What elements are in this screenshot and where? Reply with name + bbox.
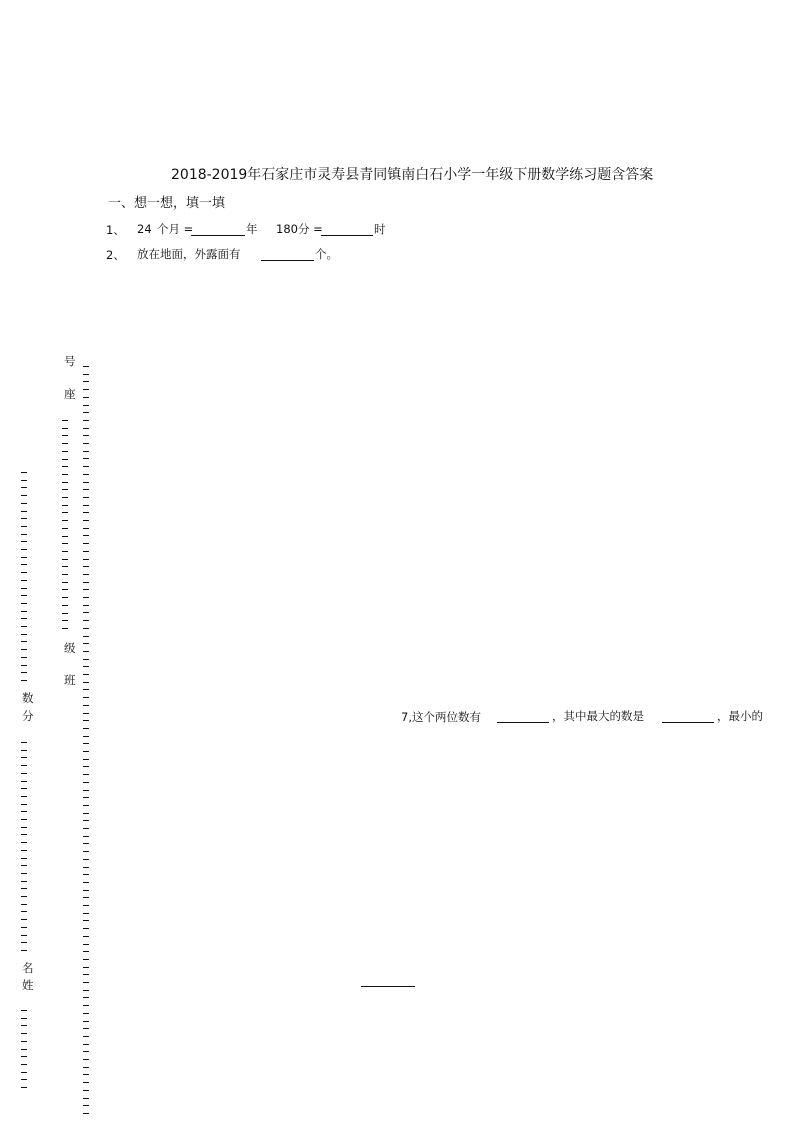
binding-dash bbox=[83, 790, 89, 791]
binding-dash bbox=[21, 572, 27, 573]
binding-dash bbox=[21, 811, 27, 812]
binding-dash bbox=[21, 588, 27, 589]
binding-dash bbox=[83, 766, 89, 767]
binding-dash bbox=[83, 443, 89, 444]
binding-dash bbox=[83, 636, 89, 637]
binding-dash bbox=[21, 765, 27, 766]
binding-dash bbox=[83, 689, 89, 690]
binding-dash bbox=[21, 665, 27, 666]
binding-dash bbox=[62, 551, 68, 552]
answer-blank[interactable] bbox=[261, 260, 314, 261]
binding-dash bbox=[21, 1087, 27, 1088]
binding-dash bbox=[21, 611, 27, 612]
question-1-unit-b: 时 bbox=[374, 222, 386, 236]
binding-dash bbox=[62, 435, 68, 436]
binding-dash bbox=[83, 1044, 89, 1045]
class-label-char: 级 bbox=[64, 641, 76, 655]
binding-dash bbox=[83, 389, 89, 390]
binding-dash bbox=[83, 659, 89, 660]
answer-blank[interactable] bbox=[662, 722, 714, 723]
binding-dash bbox=[83, 805, 89, 806]
binding-dash bbox=[21, 1049, 27, 1050]
binding-dash bbox=[83, 1036, 89, 1037]
section-heading: 一、想一想，填一填 bbox=[108, 196, 226, 211]
binding-dash bbox=[21, 511, 27, 512]
binding-dash bbox=[83, 759, 89, 760]
name-label-char: 名 bbox=[22, 961, 34, 975]
binding-dash bbox=[83, 574, 89, 575]
question-1-unit-a: 年 bbox=[246, 222, 258, 236]
seat-label-char: 号 bbox=[64, 354, 76, 368]
question-2-text: 放在地面，外露面有 bbox=[137, 247, 241, 261]
binding-dash bbox=[62, 520, 68, 521]
binding-dash bbox=[83, 944, 89, 945]
binding-dash bbox=[62, 482, 68, 483]
binding-dash bbox=[21, 649, 27, 650]
binding-dash bbox=[21, 788, 27, 789]
binding-dash bbox=[83, 605, 89, 606]
question-1-value-b: 180 bbox=[276, 222, 298, 236]
binding-dash bbox=[21, 873, 27, 874]
binding-dash bbox=[62, 536, 68, 537]
binding-dash bbox=[83, 890, 89, 891]
page-title: 2018-2019年石家庄市灵寿县青同镇南白石小学一年级下册数学练习题含答案 bbox=[171, 167, 654, 183]
binding-dash bbox=[83, 505, 89, 506]
binding-dash bbox=[83, 381, 89, 382]
binding-dash bbox=[83, 897, 89, 898]
binding-dash bbox=[83, 1090, 89, 1091]
binding-dash bbox=[83, 566, 89, 567]
binding-dash bbox=[83, 936, 89, 937]
binding-dash bbox=[83, 1051, 89, 1052]
binding-dash bbox=[83, 520, 89, 521]
binding-dash bbox=[21, 1056, 27, 1057]
binding-dash bbox=[83, 990, 89, 991]
binding-dash bbox=[83, 466, 89, 467]
binding-dash bbox=[62, 628, 68, 629]
binding-dash bbox=[21, 819, 27, 820]
binding-dash bbox=[83, 374, 89, 375]
binding-dash bbox=[83, 1059, 89, 1060]
binding-dash bbox=[21, 750, 27, 751]
binding-dash bbox=[21, 834, 27, 835]
binding-dash bbox=[21, 534, 27, 535]
binding-dash bbox=[83, 405, 89, 406]
binding-dash bbox=[62, 497, 68, 498]
binding-dash bbox=[83, 582, 89, 583]
binding-dash bbox=[21, 480, 27, 481]
binding-dash bbox=[83, 928, 89, 929]
binding-dash bbox=[83, 959, 89, 960]
binding-dash bbox=[83, 682, 89, 683]
binding-dash bbox=[21, 495, 27, 496]
binding-dash bbox=[62, 489, 68, 490]
question-7-text-c: ，最小的 bbox=[717, 709, 763, 723]
binding-dash bbox=[62, 620, 68, 621]
binding-dash bbox=[21, 657, 27, 658]
binding-dash bbox=[21, 518, 27, 519]
binding-dash bbox=[83, 982, 89, 983]
binding-dash bbox=[62, 605, 68, 606]
name-label-char: 姓 bbox=[22, 978, 34, 992]
binding-dash bbox=[83, 420, 89, 421]
binding-dash bbox=[21, 1033, 27, 1034]
binding-dash bbox=[83, 736, 89, 737]
binding-dash bbox=[21, 896, 27, 897]
binding-dash bbox=[83, 920, 89, 921]
binding-dash bbox=[21, 865, 27, 866]
binding-dash bbox=[83, 913, 89, 914]
binding-dash bbox=[83, 612, 89, 613]
binding-dash bbox=[21, 1041, 27, 1042]
binding-dash bbox=[83, 1105, 89, 1106]
binding-dash bbox=[21, 742, 27, 743]
answer-blank[interactable] bbox=[191, 235, 245, 236]
binding-dash bbox=[83, 528, 89, 529]
binding-dash bbox=[21, 472, 27, 473]
binding-dash bbox=[83, 366, 89, 367]
binding-dash bbox=[62, 451, 68, 452]
binding-dash bbox=[21, 487, 27, 488]
binding-dash bbox=[21, 541, 27, 542]
binding-dash bbox=[62, 613, 68, 614]
binding-dash bbox=[83, 967, 89, 968]
binding-dash bbox=[83, 751, 89, 752]
binding-dash bbox=[21, 603, 27, 604]
binding-dash bbox=[21, 1010, 27, 1011]
binding-dash bbox=[21, 850, 27, 851]
binding-dash bbox=[21, 904, 27, 905]
binding-dash bbox=[83, 397, 89, 398]
binding-dash bbox=[83, 782, 89, 783]
binding-dash bbox=[83, 489, 89, 490]
binding-dash bbox=[21, 1064, 27, 1065]
question-2-unit: 个。 bbox=[315, 247, 338, 261]
binding-dash bbox=[83, 882, 89, 883]
binding-dash bbox=[21, 634, 27, 635]
binding-dash bbox=[83, 482, 89, 483]
binding-dash bbox=[83, 551, 89, 552]
binding-dash bbox=[21, 1018, 27, 1019]
question-1-value-a: 24 bbox=[137, 222, 152, 236]
binding-dash bbox=[83, 666, 89, 667]
binding-dash bbox=[21, 580, 27, 581]
answer-blank[interactable] bbox=[497, 722, 549, 723]
binding-dash bbox=[83, 974, 89, 975]
binding-dash bbox=[62, 543, 68, 544]
binding-dash bbox=[83, 543, 89, 544]
binding-dash bbox=[83, 458, 89, 459]
binding-dash bbox=[83, 1067, 89, 1068]
binding-dash bbox=[62, 420, 68, 421]
binding-dash bbox=[83, 997, 89, 998]
binding-dash bbox=[21, 557, 27, 558]
binding-dash bbox=[83, 1098, 89, 1099]
binding-dash bbox=[83, 705, 89, 706]
binding-dash bbox=[83, 474, 89, 475]
binding-dash bbox=[21, 549, 27, 550]
question-1-text-b: 分 = bbox=[298, 222, 323, 236]
binding-dash bbox=[21, 626, 27, 627]
binding-dash bbox=[62, 589, 68, 590]
score-label-char: 数 bbox=[22, 691, 34, 705]
binding-dash bbox=[83, 643, 89, 644]
binding-dash bbox=[21, 672, 27, 673]
binding-dash bbox=[83, 951, 89, 952]
binding-dash bbox=[21, 618, 27, 619]
binding-dash bbox=[83, 589, 89, 590]
binding-dash bbox=[62, 443, 68, 444]
question-2-number: 2、 bbox=[106, 248, 125, 262]
binding-dash bbox=[21, 796, 27, 797]
binding-dash bbox=[21, 935, 27, 936]
binding-dash bbox=[83, 843, 89, 844]
binding-dash bbox=[83, 820, 89, 821]
question-7-text-a: 7,这个两位数有 bbox=[401, 710, 481, 724]
answer-blank[interactable] bbox=[361, 986, 415, 987]
binding-dash bbox=[62, 574, 68, 575]
binding-dash bbox=[21, 1079, 27, 1080]
binding-dash bbox=[83, 1074, 89, 1075]
binding-dash bbox=[21, 842, 27, 843]
seat-label-char: 座 bbox=[64, 387, 76, 401]
binding-dash bbox=[83, 1082, 89, 1083]
class-label-char: 班 bbox=[64, 673, 76, 687]
binding-dash bbox=[83, 674, 89, 675]
score-label-char: 分 bbox=[22, 709, 34, 723]
binding-dash bbox=[21, 680, 27, 681]
binding-dash bbox=[21, 827, 27, 828]
binding-dash bbox=[83, 813, 89, 814]
binding-dash bbox=[83, 743, 89, 744]
binding-dash bbox=[83, 728, 89, 729]
question-1-text-a: 个月 = bbox=[157, 222, 194, 236]
binding-dash bbox=[83, 512, 89, 513]
binding-dash bbox=[83, 412, 89, 413]
binding-dash bbox=[62, 528, 68, 529]
binding-dash bbox=[21, 881, 27, 882]
binding-dash bbox=[21, 595, 27, 596]
binding-dash bbox=[83, 720, 89, 721]
binding-dash bbox=[62, 505, 68, 506]
binding-dash bbox=[62, 559, 68, 560]
binding-dash bbox=[62, 459, 68, 460]
binding-dash bbox=[83, 867, 89, 868]
binding-dash bbox=[83, 697, 89, 698]
binding-dash bbox=[83, 774, 89, 775]
binding-dash bbox=[83, 597, 89, 598]
binding-dash bbox=[83, 428, 89, 429]
binding-dash bbox=[83, 451, 89, 452]
binding-dash bbox=[62, 466, 68, 467]
binding-dash bbox=[62, 474, 68, 475]
binding-dash bbox=[21, 773, 27, 774]
binding-dash bbox=[83, 1021, 89, 1022]
binding-dash bbox=[83, 535, 89, 536]
question-7-text-b: ，其中最大的数是 bbox=[552, 709, 644, 723]
binding-dash bbox=[21, 888, 27, 889]
binding-dash bbox=[21, 757, 27, 758]
binding-dash bbox=[83, 1013, 89, 1014]
binding-dash bbox=[62, 512, 68, 513]
binding-dash bbox=[21, 1025, 27, 1026]
binding-dash bbox=[83, 713, 89, 714]
binding-dash bbox=[83, 435, 89, 436]
binding-dash bbox=[83, 874, 89, 875]
binding-dash bbox=[83, 1005, 89, 1006]
binding-dash bbox=[83, 628, 89, 629]
binding-dash bbox=[21, 503, 27, 504]
binding-dash bbox=[21, 1072, 27, 1073]
binding-dash bbox=[21, 919, 27, 920]
binding-dash bbox=[83, 1028, 89, 1029]
binding-dash bbox=[83, 651, 89, 652]
binding-dash bbox=[21, 641, 27, 642]
binding-dash bbox=[83, 836, 89, 837]
binding-dash bbox=[21, 950, 27, 951]
binding-dash bbox=[83, 559, 89, 560]
binding-dash bbox=[21, 804, 27, 805]
binding-dash bbox=[21, 927, 27, 928]
binding-dash bbox=[62, 597, 68, 598]
binding-dash bbox=[83, 497, 89, 498]
binding-dash bbox=[83, 828, 89, 829]
binding-dash bbox=[83, 851, 89, 852]
binding-dash bbox=[21, 942, 27, 943]
binding-dash bbox=[83, 620, 89, 621]
binding-dash bbox=[21, 911, 27, 912]
binding-dash bbox=[21, 526, 27, 527]
binding-dash bbox=[21, 781, 27, 782]
binding-dash bbox=[62, 566, 68, 567]
question-1-number: 1、 bbox=[106, 223, 125, 237]
binding-dash bbox=[21, 858, 27, 859]
binding-dash bbox=[83, 797, 89, 798]
answer-blank[interactable] bbox=[321, 235, 373, 236]
binding-dash bbox=[62, 582, 68, 583]
binding-dash bbox=[21, 564, 27, 565]
binding-dash bbox=[62, 428, 68, 429]
binding-dash bbox=[83, 859, 89, 860]
binding-dash bbox=[83, 1113, 89, 1114]
binding-dash bbox=[83, 905, 89, 906]
